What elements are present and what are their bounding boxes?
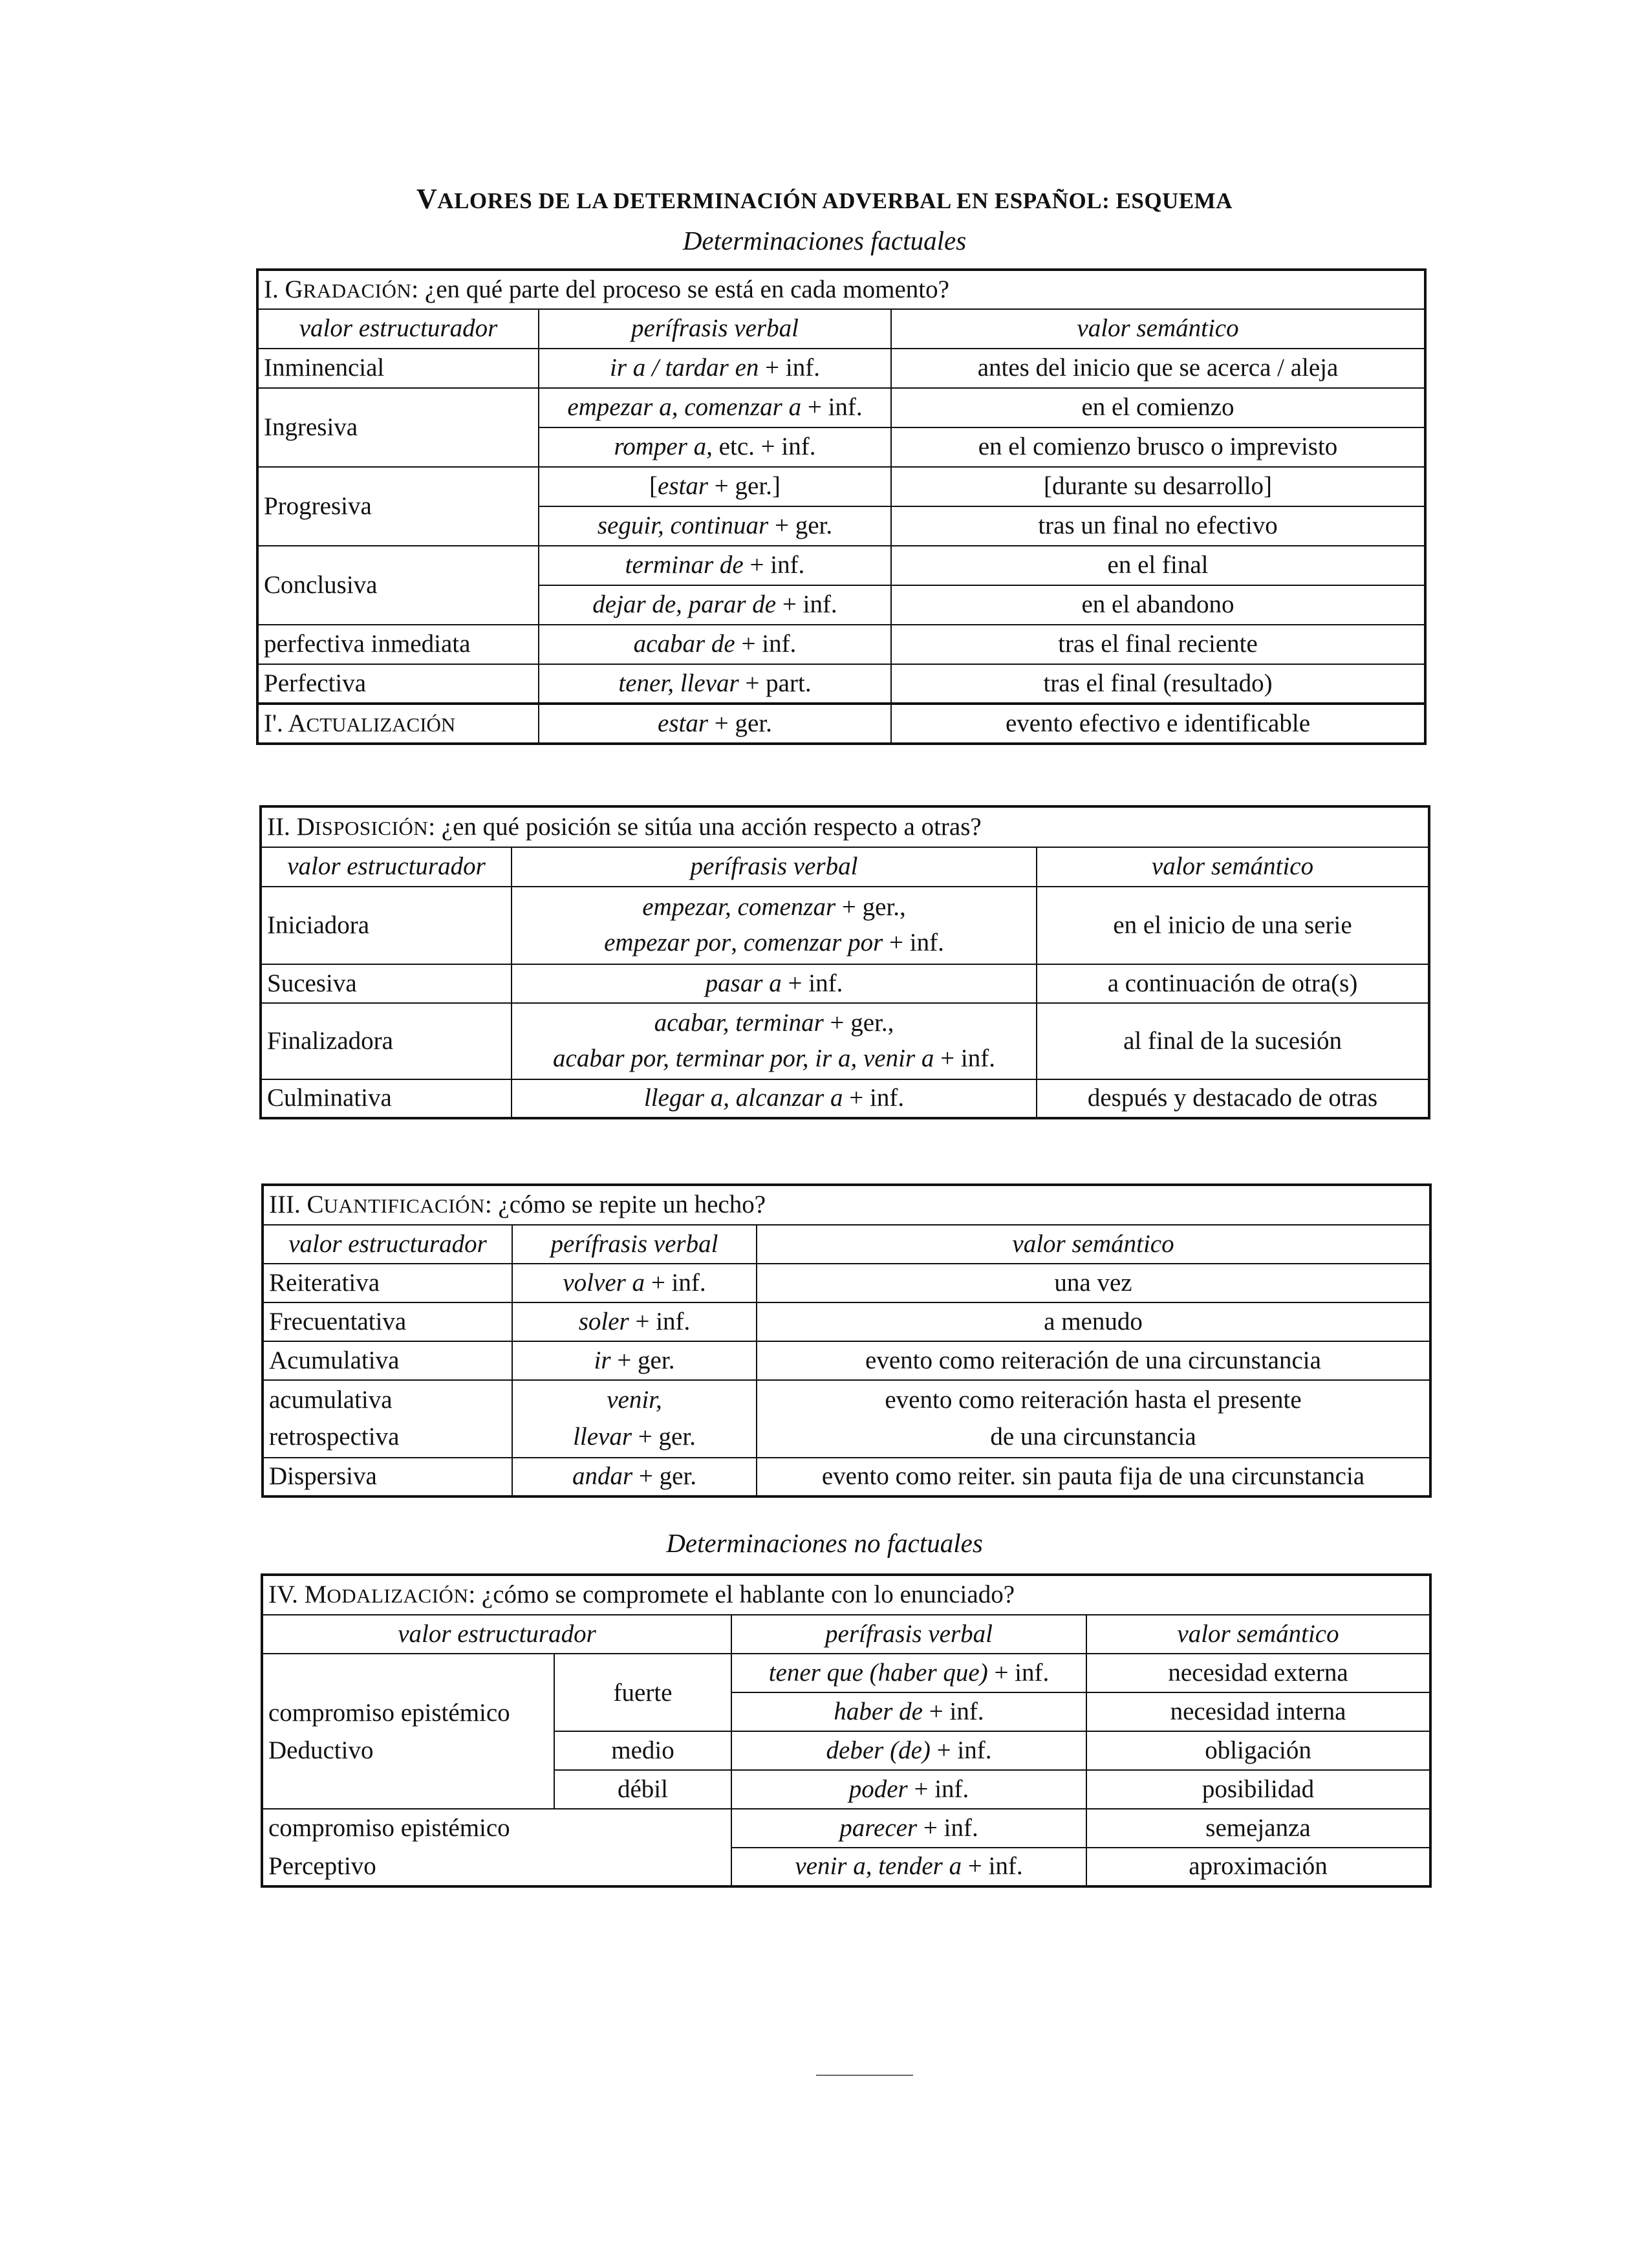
column-header-perifrasis: perífrasis verbal [512, 847, 1037, 887]
table-row-actualizacion: I'. ACTUALIZACIÓN estar + ger. evento efectivo e identificable [257, 704, 1425, 744]
column-header-semantico: valor semántico [1086, 1615, 1430, 1654]
table-row: Sucesiva pasar a + inf. a continuación de otra(s) [261, 964, 1429, 1003]
table-modalizacion [261, 1573, 1432, 1888]
table-row: Reiterativa volver a + inf. una vez [263, 1264, 1430, 1302]
column-header-valor: valor estructurador [257, 309, 539, 349]
column-header-valor: valor estructurador [261, 847, 512, 887]
table-heading: IV. MODALIZACIÓN: ¿cómo se compromete el hablante con lo enunciado? [262, 1575, 1430, 1615]
column-header-semantico: valor semántico [891, 309, 1425, 349]
table-row: Ingresiva empezar a, comenzar a + inf. en el comienzo [257, 388, 1425, 427]
table-row: Perfectiva tener, llevar + part. tras el final (resultado) [257, 664, 1425, 704]
column-header-semantico: valor semántico [757, 1225, 1430, 1264]
table-row: compromiso epistémico Perceptivo parecer + inf. semejanza [262, 1809, 1430, 1848]
column-header-perifrasis: perífrasis verbal [731, 1615, 1086, 1654]
table-row: Inminencial ir a / tardar en + inf. antes del inicio que se acerca / aleja [257, 349, 1425, 388]
table-row: débil poder + inf. posibilidad [262, 1770, 1430, 1809]
column-header-valor: valor estructurador [262, 1615, 731, 1654]
table-row: Progresiva [estar + ger.] [durante su desarrollo] [257, 467, 1425, 506]
table-row: Frecuentativa soler + inf. a menudo [263, 1302, 1430, 1341]
table-row: medio deber (de) + inf. obligación [262, 1731, 1430, 1770]
table-cuantificacion [261, 1183, 1432, 1498]
table-row: Culminativa llegar a, alcanzar a + inf. después y destacado de otras [261, 1079, 1429, 1118]
subtitle-nonfactual: Determinaciones no factuales [666, 1528, 983, 1558]
table-gradacion [256, 268, 1427, 745]
table-heading: II. DISPOSICIÓN: ¿en qué posición se sitúa una acción respecto a otras? [261, 806, 1429, 847]
table-row: romper a, etc. + inf. en el comienzo brusco o imprevisto [257, 427, 1425, 467]
table-row: Dispersiva andar + ger. evento como reiter. sin pauta fija de una circunstancia [263, 1458, 1430, 1496]
table-row: venir a, tender a + inf. aproximación [262, 1848, 1430, 1886]
table-row: perfectiva inmediata acabar de + inf. tras el final reciente [257, 625, 1425, 664]
column-header-perifrasis: perífrasis verbal [512, 1225, 757, 1264]
table-row: dejar de, parar de + inf. en el abandono [257, 585, 1425, 625]
column-header-perifrasis: perífrasis verbal [539, 309, 891, 349]
table-disposicion [259, 805, 1430, 1119]
table-row: haber de + inf. necesidad interna [262, 1692, 1430, 1731]
subtitle-factual: Determinaciones factuales [682, 226, 967, 255]
column-header-semantico: valor semántico [1037, 847, 1429, 887]
footer-divider [816, 2075, 913, 2076]
table-heading: III. CUANTIFICACIÓN: ¿cómo se repite un hecho? [263, 1185, 1430, 1225]
table-row: Acumulativa ir + ger. evento como reiteración de una circunstancia [263, 1341, 1430, 1380]
document-title: VALORES DE LA DETERMINACIÓN ADVERBAL EN ESPAÑOL: ESQUEMA [416, 183, 1233, 215]
table-row: acumulativa retrospectiva venir, llevar + ger. evento como reiteración hasta el presente de una circunstancia [263, 1380, 1430, 1458]
table-row: Iniciadora empezar, comenzar + ger., empezar por, comenzar por + inf. en el inicio de una serie [261, 887, 1429, 964]
table-row: Conclusiva terminar de + inf. en el final [257, 546, 1425, 585]
table-heading: I. GRADACIÓN: ¿en qué parte del proceso se está en cada momento? [257, 270, 1425, 309]
deductivo-label: compromiso epistémico Deductivo [262, 1654, 554, 1809]
table-row: Finalizadora acabar, terminar + ger., acabar por, terminar por, ir a, venir a + inf. al final de la sucesión [261, 1003, 1429, 1079]
table-row: compromiso epistémico Deductivo fuerte tener que (haber que) + inf. necesidad externa [262, 1654, 1430, 1692]
column-header-valor: valor estructurador [263, 1225, 512, 1264]
table-row: seguir, continuar + ger. tras un final no efectivo [257, 506, 1425, 546]
perceptivo-label: compromiso epistémico Perceptivo [262, 1809, 731, 1886]
